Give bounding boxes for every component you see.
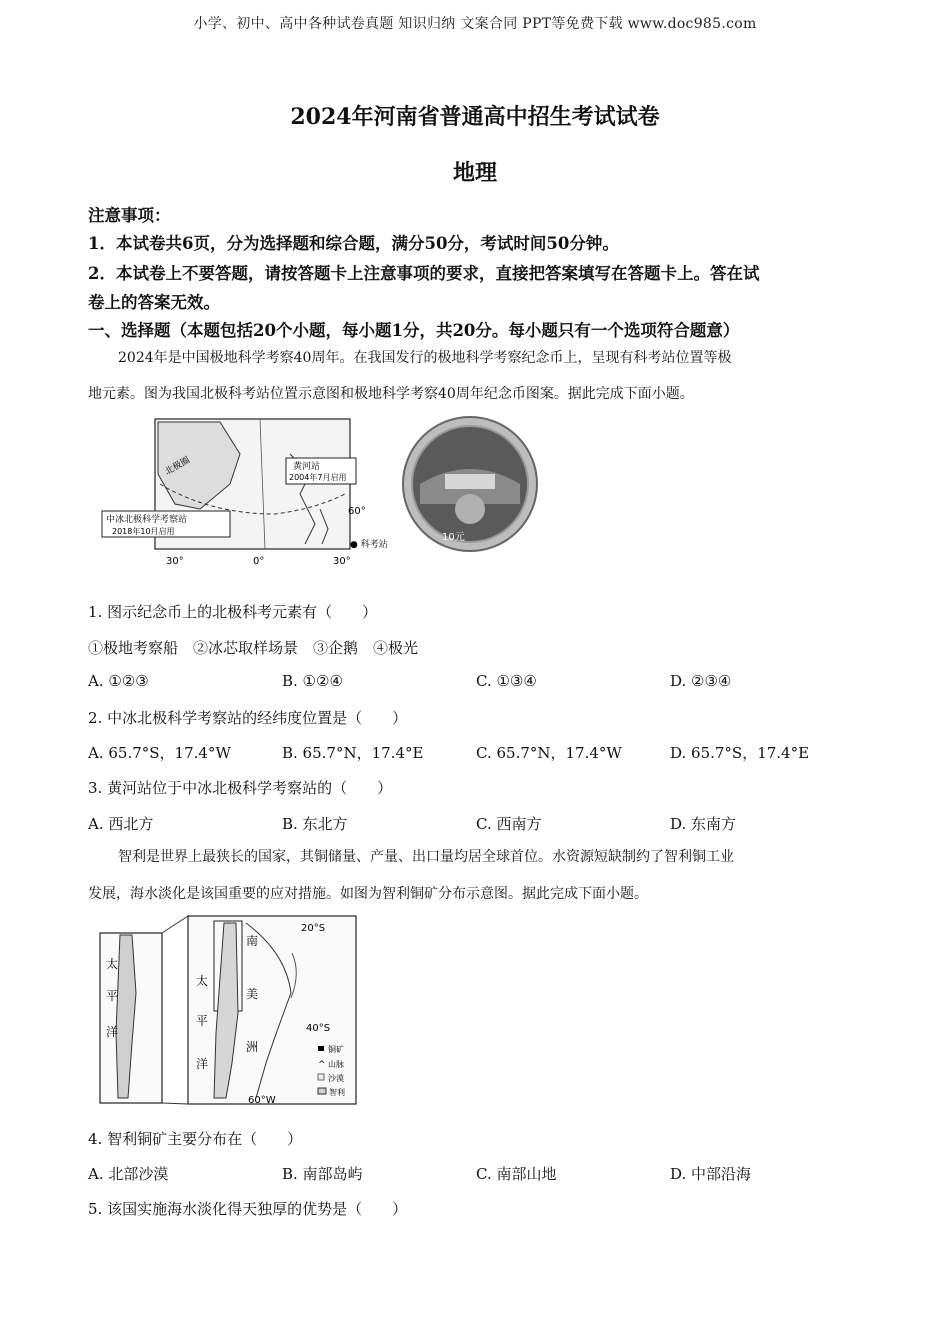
chile-map-yang: 洋 — [196, 1057, 209, 1071]
q4-option-d[interactable]: D. 中部沿海 — [670, 1165, 752, 1183]
q3-option-d[interactable]: D. 东南方 — [670, 815, 737, 833]
legend-desert: 沙漠 — [328, 1074, 344, 1083]
chile-map-yang-left: 洋 — [106, 1025, 119, 1039]
question-1-stem: 1. 图示纪念币上的北极科考元素有（ ） — [88, 603, 378, 621]
arctic-map — [100, 414, 390, 574]
question-1-items: ①极地考察船 ②冰芯取样场景 ③企鹅 ④极光 — [88, 639, 419, 657]
latitude-60-label: 60° — [348, 506, 366, 517]
latitude-20s-label: 20°S — [301, 923, 326, 934]
q4-option-b[interactable]: B. 南部岛屿 — [282, 1165, 363, 1183]
q1-option-a[interactable]: A. ①②③ — [88, 672, 149, 690]
chile-map-figure — [96, 913, 371, 1108]
chile-map — [96, 913, 371, 1108]
arctic-map-figure — [100, 414, 390, 574]
legend-mountain: 山脉 — [328, 1060, 344, 1069]
latitude-40s-label: 40°S — [306, 1023, 331, 1034]
q2-option-c[interactable]: C. 65.7°N，17.4°W — [476, 744, 622, 762]
notice-item-1: 1．本试卷共6页，分为选择题和综合题，满分50分，考试时间50分钟。 — [88, 234, 619, 253]
question-2-stem: 2. 中冰北极科学考察站的经纬度位置是（ ） — [88, 709, 408, 727]
q2-option-b[interactable]: B. 65.7°N，17.4°E — [282, 744, 424, 762]
q2-option-a[interactable]: A. 65.7°S，17.4°W — [88, 744, 231, 762]
zhongbing-station-label: 中冰北极科学考察站 — [106, 515, 188, 525]
question-3-stem: 3. 黄河站位于中冰北极科学考察站的（ ） — [88, 779, 393, 797]
longitude-60w-label: 60°W — [248, 1095, 276, 1106]
chile-map-tai-left: 太 — [106, 957, 119, 971]
q3-option-a[interactable]: A. 西北方 — [88, 815, 154, 833]
longitude-tick-zero: 0° — [253, 556, 265, 567]
map-legend-station: ● 科考站 — [350, 540, 388, 550]
q4-option-a[interactable]: A. 北部沙漠 — [88, 1165, 169, 1183]
legend-chile: 智利 — [329, 1088, 345, 1097]
chile-map-mei: 美 — [246, 987, 259, 1001]
arctic-circle-label: 北极圈 — [163, 455, 192, 478]
passage-2-line-2: 发展，海水淡化是该国重要的应对措施。如图为智利铜矿分布示意图。据此完成下面小题。 — [88, 886, 648, 902]
notice-heading: 注意事项： — [88, 206, 171, 225]
chile-map-tai: 太 — [196, 974, 209, 988]
question-5-stem: 5. 该国实施海水淡化得天独厚的优势是（ ） — [88, 1200, 408, 1218]
notice-item-2-cont: 卷上的答案无效。 — [88, 293, 220, 312]
chile-map-ping-left: 平 — [106, 989, 119, 1003]
huanghe-station-label: 黄河站 — [293, 462, 321, 472]
q2-option-d[interactable]: D. 65.7°S，17.4°E — [670, 744, 810, 762]
q1-option-c[interactable]: C. ①③④ — [476, 672, 537, 690]
q3-option-c[interactable]: C. 西南方 — [476, 815, 542, 833]
coin-value: 10元 — [442, 532, 465, 543]
commemorative-coin — [400, 414, 540, 554]
longitude-tick-east: 30° — [333, 556, 351, 567]
passage-1-line-2: 地元素。图为我国北极科考站位置示意图和极地科学考察40周年纪念币图案。据此完成下面小题。 — [88, 386, 694, 402]
huanghe-station-date: 2004年7月启用 — [289, 473, 347, 482]
page-header: 小学、初中、高中各种试卷真题 知识归纳 文案合同 PPT等免费下载 www.doc985.com — [193, 16, 757, 32]
chile-map-nan: 南 — [246, 934, 259, 948]
svg-text:^: ^ — [318, 1060, 326, 1070]
q3-option-b[interactable]: B. 东北方 — [282, 815, 348, 833]
legend-copper: 铜矿 — [328, 1045, 344, 1054]
passage-1-line-1: 2024年是中国极地科学考察40周年。在我国发行的极地科学考察纪念币上，呈现有科考站位置等极 — [118, 350, 732, 366]
longitude-tick-west: 30° — [166, 556, 184, 567]
section-1-heading: 一、选择题（本题包括20个小题，每小题1分，共20分。每小题只有一个选项符合题意） — [88, 321, 740, 340]
zhongbing-station-date: 2018年10月启用 — [112, 527, 175, 536]
chile-map-ping: 平 — [196, 1014, 209, 1028]
question-4-stem: 4. 智利铜矿主要分布在（ ） — [88, 1130, 303, 1148]
q4-option-c[interactable]: C. 南部山地 — [476, 1165, 557, 1183]
q1-option-b[interactable]: B. ①②④ — [282, 672, 343, 690]
q1-option-d[interactable]: D. ②③④ — [670, 672, 732, 690]
passage-2-line-1: 智利是世界上最狭长的国家，其铜储量、产量、出口量均居全球首位。水资源短缺制约了智利铜工业 — [118, 849, 734, 865]
exam-title: 2024年河南省普通高中招生考试试卷 — [290, 104, 660, 130]
chile-map-zhou: 洲 — [246, 1040, 259, 1054]
subject-title: 地理 — [452, 160, 497, 186]
notice-item-2: 2．本试卷上不要答题，请按答题卡上注意事项的要求，直接把答案填写在答题卡上。答在试 — [88, 264, 760, 283]
